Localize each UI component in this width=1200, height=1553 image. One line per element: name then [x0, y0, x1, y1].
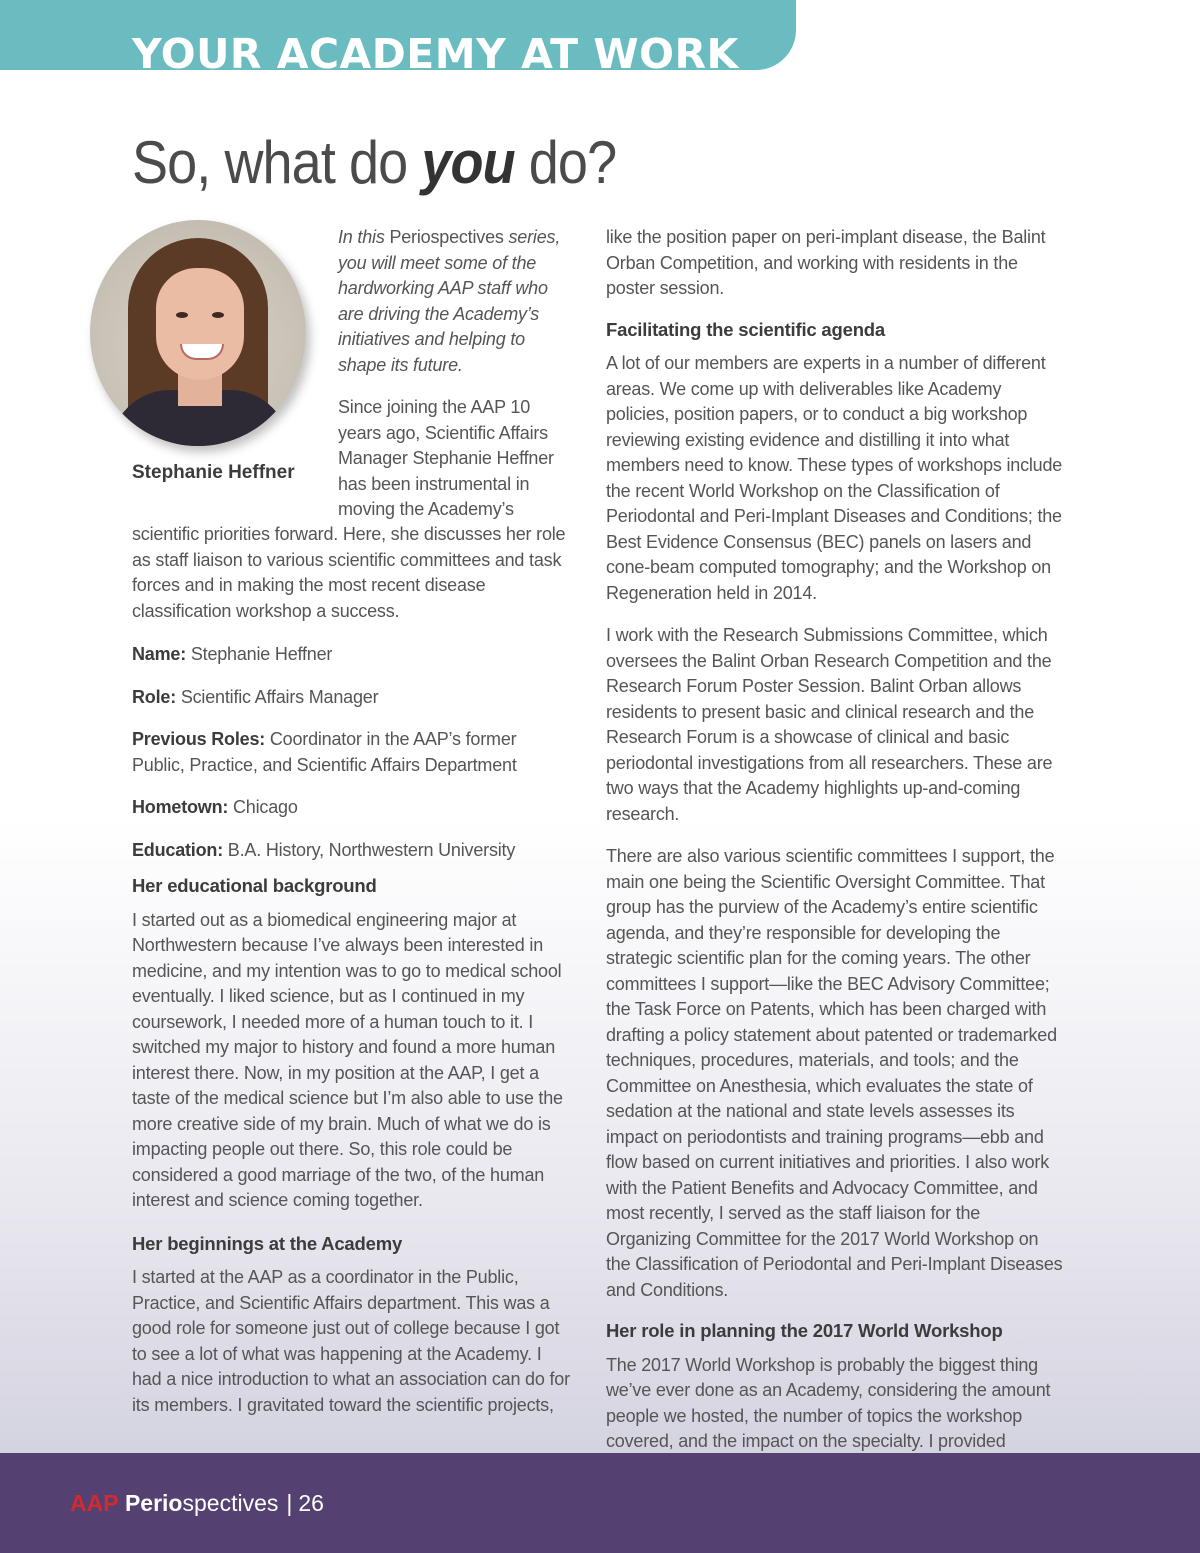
photo-caption: Stephanie Heffner [132, 462, 295, 483]
paragraph-beginnings: I started at the AAP as a coordinator in the Public, Practice, and Scientific Affairs department. This was a good role for someone just out of college because I got to see a lot of what was happening at the Academy. I had a nice introduction to what an association can do for its members. I gravitated toward the scientific projects, [132, 1267, 570, 1415]
portrait-eye-right [212, 312, 224, 318]
fact-value: Stephanie Heffner [186, 644, 333, 664]
paragraph-world-workshop: The 2017 World Workshop is probably the biggest thing we’ve ever done as an Academy, considering the amount people we hosted, the number of topics the workshop covered, and the impact on the specialty. I provided [606, 1354, 1051, 1451]
intro-part2: series, you will meet some of the hardworking AAP staff who are driving the Academy’s initiatives and helping to shape its future. [338, 227, 561, 375]
series-intro [338, 225, 570, 378]
fact-label: Role: [132, 686, 177, 707]
paragraph-agenda-1: A lot of our members are experts in a number of different areas. We come up with deliverables like Academy policies, position papers, or to conduct a big workshop reviewing existing evidence and distilling it into what members need to know. These types of workshops include the recent World Workshop on the Classification of Periodontal and Peri-Implant Diseases and Conditions; the Best Evidence Consensus (BEC) panels on lasers and cone-beam computed tomography; and the Workshop on Regeneration held in 2014. [606, 353, 1063, 603]
portrait-face [156, 268, 244, 380]
page-number: 26 [298, 1490, 324, 1516]
right-column [606, 225, 1066, 1497]
heading-educational-background: Her educational background [132, 875, 377, 896]
heading-scientific-agenda: Facilitating the scientific agenda [606, 318, 885, 340]
fact-role [132, 685, 572, 711]
fact-label: Education: [132, 839, 223, 860]
section-banner [0, 0, 796, 70]
paragraph-agenda-3: There are also various scientific committees I support, the main one being the Scientific Oversight Committee. That group has the purview of the Academy’s entire scientific agenda, and they’re responsible for developing the strategic scientific plan for the coming years. The other committees I support—like the BEC Advisory Committee; the Task Force on Patents, which has been charged with drafting a policy statement about patented or trademarked techniques, procedures, materials, and tools; and the Committee on Anesthesia, which evaluates the state of sedation at the national and state levels assesses its impact on periodontists and training programs—ebb and flow based on current initiatives and priorities. I also work with the Patient Benefits and Advocacy Committee, and most recently, I served as the staff liaison for the Organizing Committee for the 2017 World Workshop on the Classification of Periodontal and Peri-Implant Diseases and Conditions. [606, 846, 1063, 1300]
intro-series-name: Periospectives [389, 227, 504, 247]
fact-hometown [132, 795, 572, 821]
title-before: So, what do [132, 129, 422, 196]
footer-brand [70, 1490, 324, 1517]
paragraph-continuation: like the position paper on peri-implant disease, the Balint Orban Competition, and working with residents in the poster session. [606, 227, 1046, 298]
lead-paragraph-continued: scientific priorities forward. Here, she discusses her role as staff liaison to various scientific committees and task forces and in making the most recent disease classification workshop a success. [132, 524, 566, 621]
brand-aap: AAP [70, 1490, 119, 1516]
section-banner-label: YOUR ACADEMY AT WORK [132, 30, 739, 70]
brand-perio: Perio [124, 1490, 183, 1516]
fact-label: Hometown: [132, 797, 229, 817]
title-emphasis: you [421, 129, 515, 196]
portrait-photo [90, 220, 306, 446]
fact-value: Chicago [228, 797, 298, 817]
portrait-eye-left [176, 312, 188, 318]
fact-value: Coordinator in the AAP’s former Public, Practice, and Scientific Affairs Department [132, 729, 517, 775]
title-after: do? [514, 129, 617, 196]
footer-separator: | [286, 1490, 293, 1516]
left-column [132, 642, 572, 1435]
fact-label: Previous Roles: [132, 729, 266, 749]
page-title [132, 128, 616, 197]
portrait-smile [180, 344, 224, 360]
fact-previous-roles [132, 727, 572, 778]
paragraph-educational-background: I started out as a biomedical engineering major at Northwestern because I’ve always been interested in medicine, and my intention was to go to medical school eventually. I liked science, but as I continued in my coursework, I needed more of a human touch to it. I switched my major to history and found a more human interest there. Now, in my position at the AAP, I get a taste of the medical science but I’m also able to use the more creative side of my brain. Much of what we do is impacting people out there. So, this role could be considered a good marriage of the two, of the human interest and science coming together. [132, 909, 563, 1210]
fact-value: B.A. History, Northwestern University [223, 839, 516, 860]
heading-beginnings: Her beginnings at the Academy [132, 1232, 403, 1254]
fact-label: Name: [132, 644, 187, 664]
paragraph-agenda-2: I work with the Research Submissions Committee, which oversees the Balint Orban Research Competition and the Research Forum Poster Session. Balint Orban allows residents to present basic and clinical research and the Research Forum is a showcase of clinical and basic periodontal investigations from all researchers. These are two ways that the Academy highlights up-and-coming research. [606, 625, 1053, 824]
fact-education [132, 838, 572, 864]
fact-value: Scientific Affairs Manager [176, 686, 379, 707]
heading-world-workshop: Her role in planning the 2017 World Workshop [606, 1320, 1003, 1341]
intro-part1: In this [338, 227, 390, 247]
lead-paragraph-start: Since joining the AAP 10 years ago, Scientific Affairs Manager Stephanie Heffner has been instrumental in moving the Academy’s [338, 397, 554, 519]
fact-name [132, 642, 572, 668]
brand-spectives: spectives [182, 1490, 279, 1516]
